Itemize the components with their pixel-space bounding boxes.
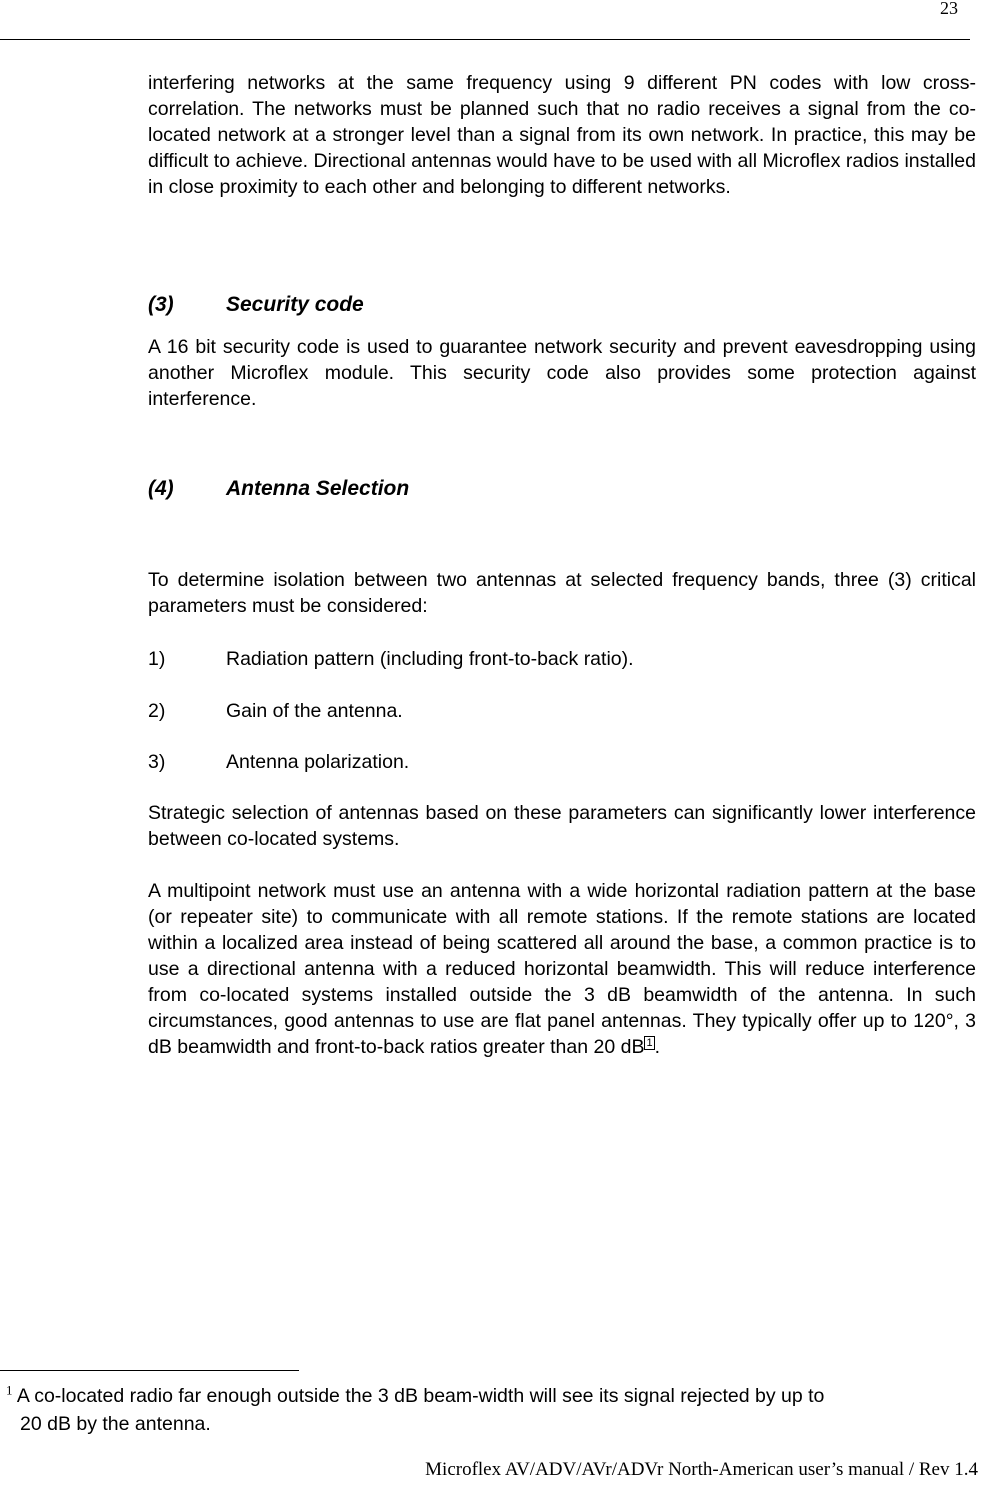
section-number: (3) bbox=[148, 293, 174, 316]
list-number: 1) bbox=[148, 648, 166, 670]
footnote-marker: 1 bbox=[6, 1382, 13, 1398]
header-rule bbox=[0, 39, 970, 40]
paragraph-intro: interfering networks at the same frequency using 9 different PN codes with low cross-correlation. The networks must be planned such that no radio receives a signal from the co-located network at a stronger level than a signal from its own network. In practice, this may be difficult to achieve. Directional antennas would have to be used with all Microflex radios installed in close proximity to each other and belonging to different networks. bbox=[148, 72, 976, 198]
section-title: Security code bbox=[226, 293, 364, 316]
paragraph-multipoint bbox=[148, 878, 976, 1060]
footnote bbox=[6, 1382, 966, 1438]
list-item bbox=[148, 646, 634, 672]
footnote-separator bbox=[0, 1370, 299, 1371]
section-heading-antenna bbox=[148, 476, 409, 502]
list-text: Radiation pattern (including front-to-back ratio). bbox=[226, 648, 634, 670]
page-number: 23 bbox=[940, 0, 958, 18]
paragraph-isolation: To determine isolation between two antennas at selected frequency bands, three (3) critical parameters must be considered: bbox=[148, 569, 976, 617]
list-number: 3) bbox=[148, 751, 166, 773]
section-number: (4) bbox=[148, 477, 174, 500]
paragraph-multipoint-text: A multipoint network must use an antenna with a wide horizontal radiation pattern at the base (or repeater site) to communicate with all remote stations. If the remote stations are located within a localized area instead of being scattered all around the base, a common practice is to use a directional antenna with a reduced horizontal beamwidth. This will reduce interference from co-located systems installed outside the 3 dB beamwidth of the antenna. In such circumstances, good antennas to use are flat panel antennas. They typically offer up to 120°, 3 dB beamwidth and front-to-back ratios greater than 20 dB bbox=[148, 880, 976, 1058]
footnote-reference[interactable]: 1 bbox=[646, 1036, 653, 1049]
footnote-text-line1: A co-located radio far enough outside the 3 dB beam-width will see its signal rejected by up to bbox=[12, 1385, 825, 1407]
list-number: 2) bbox=[148, 700, 166, 722]
paragraph-strategic: Strategic selection of antennas based on these parameters can significantly lower interference between co-located systems. bbox=[148, 802, 976, 850]
section-title: Antenna Selection bbox=[226, 477, 410, 500]
list-text: Antenna polarization. bbox=[226, 751, 410, 773]
list-text: Gain of the antenna. bbox=[226, 700, 403, 722]
paragraph-security: A 16 bit security code is used to guarantee network security and prevent eavesdropping using another Microflex module. This security code also provides some protection against interference. bbox=[148, 336, 976, 410]
page-footer: Microflex AV/ADV/AVr/ADVr North-American user’s manual / Rev 1.4 bbox=[425, 1459, 978, 1480]
paragraph-multipoint-end: . bbox=[654, 1036, 660, 1058]
list-item bbox=[148, 698, 403, 724]
footnote-text-line2: 20 dB by the antenna. bbox=[20, 1413, 211, 1435]
section-heading-security bbox=[148, 292, 364, 318]
list-item bbox=[148, 749, 409, 775]
